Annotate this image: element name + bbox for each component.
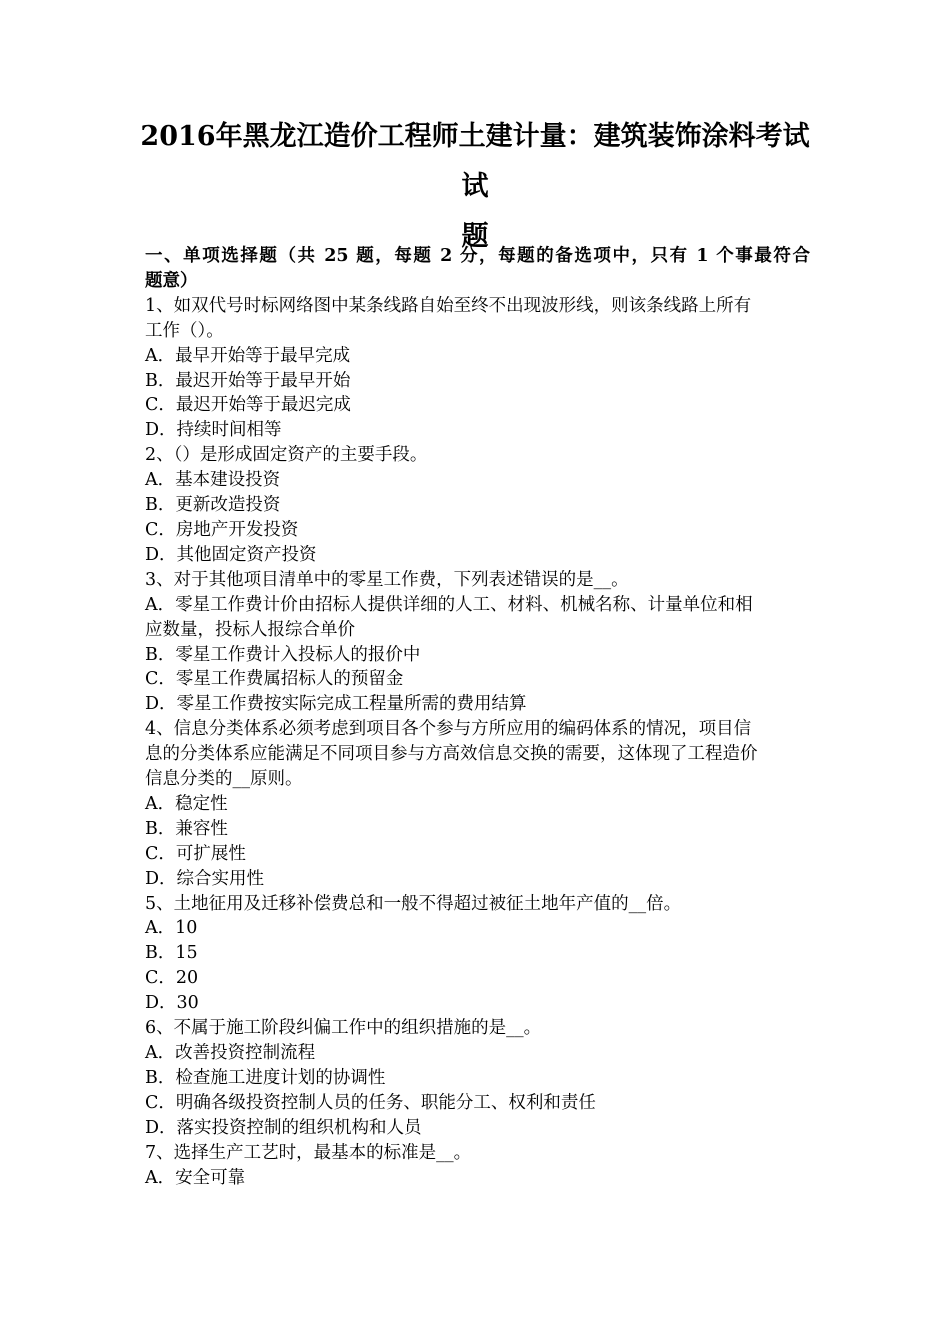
answer-option-line: C．明确各级投资控制人员的任务、职能分工、权利和责任 (145, 1092, 596, 1113)
answer-option (145, 643, 810, 668)
section-heading (145, 244, 810, 294)
answer-option-line: C．可扩展性 (145, 843, 246, 864)
answer-option-line: B．更新改造投资 (145, 495, 281, 516)
answer-option-line: D．30 (145, 993, 199, 1014)
answer-option (145, 1066, 810, 1091)
answer-option (145, 518, 810, 543)
answer-option (145, 991, 810, 1016)
answer-option-line: D．持续时间相等 (145, 420, 282, 441)
answer-option (145, 941, 810, 966)
answer-option (145, 593, 810, 643)
answer-option-line: B．最迟开始等于最早开始 (145, 370, 351, 391)
question-7 (145, 1141, 810, 1166)
question-stem-line: 1、如双代号时标网络图中某条线路自始至终不出现波形线，则该条线路上所有 (145, 295, 752, 316)
document-body (145, 244, 810, 1190)
answer-option-line: D．零星工作费按实际完成工程量所需的费用结算 (145, 694, 527, 715)
answer-option (145, 393, 810, 418)
answer-option (145, 842, 810, 867)
answer-option (145, 493, 810, 518)
answer-option-line: A．最早开始等于最早完成 (145, 345, 351, 366)
question-4 (145, 717, 810, 792)
answer-option-line: A．安全可靠 (145, 1167, 246, 1188)
answer-option-line: C．最迟开始等于最迟完成 (145, 395, 351, 416)
title-line: 2016年黑龙江造价工程师土建计量：建筑装饰涂料考试试 (140, 121, 810, 202)
answer-option (145, 792, 810, 817)
answer-option (145, 867, 810, 892)
answer-option-line: B．兼容性 (145, 818, 228, 839)
answer-option (145, 667, 810, 692)
title-line: 题 (461, 221, 489, 252)
answer-option (145, 1041, 810, 1066)
answer-option (145, 692, 810, 717)
question-stem-line: 4、信息分类体系必须考虑到项目各个参与方所应用的编码体系的情况，项目信 (145, 719, 752, 740)
answer-option-line: D．其他固定资产投资 (145, 544, 317, 565)
question-6 (145, 1016, 810, 1041)
question-3 (145, 568, 810, 593)
question-stem-line: 工作（）。 (145, 320, 224, 341)
answer-option-line: B．15 (145, 943, 198, 964)
answer-option-line: D．落实投资控制的组织机构和人员 (145, 1117, 422, 1138)
answer-option-line: A．改善投资控制流程 (145, 1043, 316, 1063)
answer-option-line: B．检查施工进度计划的协调性 (145, 1067, 386, 1088)
answer-option (145, 1116, 810, 1141)
question-2 (145, 443, 810, 468)
answer-option-line: C．零星工作费属招标人的预留金 (145, 669, 404, 690)
answer-option (145, 369, 810, 394)
question-stem-line: 息的分类体系应能满足不同项目参与方高效信息交换的需要，这体现了工程造价 (145, 744, 758, 765)
answer-option (145, 966, 810, 991)
section-heading-line: 一、单项选择题（共 25 题，每题 2 分，每题的备选项中，只有 1 个事最符合 (145, 246, 810, 266)
answer-option (145, 1166, 810, 1191)
answer-option (145, 916, 810, 941)
answer-option (145, 1091, 810, 1116)
section-heading-line: 题意） (145, 270, 198, 291)
answer-option-line: C．房地产开发投资 (145, 519, 299, 540)
answer-option-line: D．综合实用性 (145, 868, 265, 889)
answer-option-line: A．10 (145, 918, 198, 939)
question-stem-line: 2、（）是形成固定资产的主要手段。 (145, 445, 428, 466)
question-stem-line: 信息分类的__原则。 (145, 769, 303, 790)
answer-option-line: A．基本建设投资 (145, 470, 281, 491)
answer-option-line: 应数量，投标人报综合单价 (145, 619, 355, 640)
question-stem-line: 3、对于其他项目清单中的零星工作费，下列表述错误的是__。 (145, 569, 629, 590)
question-5 (145, 892, 810, 917)
answer-option-line: A．零星工作费计价由招标人提供详细的人工、材料、机械名称、计量单位和相 (145, 594, 753, 615)
answer-option-line: A．稳定性 (145, 793, 228, 814)
question-stem-line: 7、选择生产工艺时，最基本的标准是__。 (145, 1142, 472, 1163)
answer-option (145, 468, 810, 493)
answer-option (145, 817, 810, 842)
question-stem-line: 5、土地征用及迁移补偿费总和一般不得超过被征土地年产值的__倍。 (145, 893, 682, 914)
question-list (145, 294, 810, 1191)
answer-option-line: C．20 (145, 968, 199, 989)
question-1 (145, 294, 810, 344)
answer-option (145, 543, 810, 568)
answer-option (145, 344, 810, 369)
document-title (140, 112, 810, 262)
answer-option (145, 418, 810, 443)
answer-option-line: B．零星工作费计入投标人的报价中 (145, 644, 421, 665)
question-stem-line: 6、不属于施工阶段纠偏工作中的组织措施的是__。 (145, 1018, 542, 1039)
